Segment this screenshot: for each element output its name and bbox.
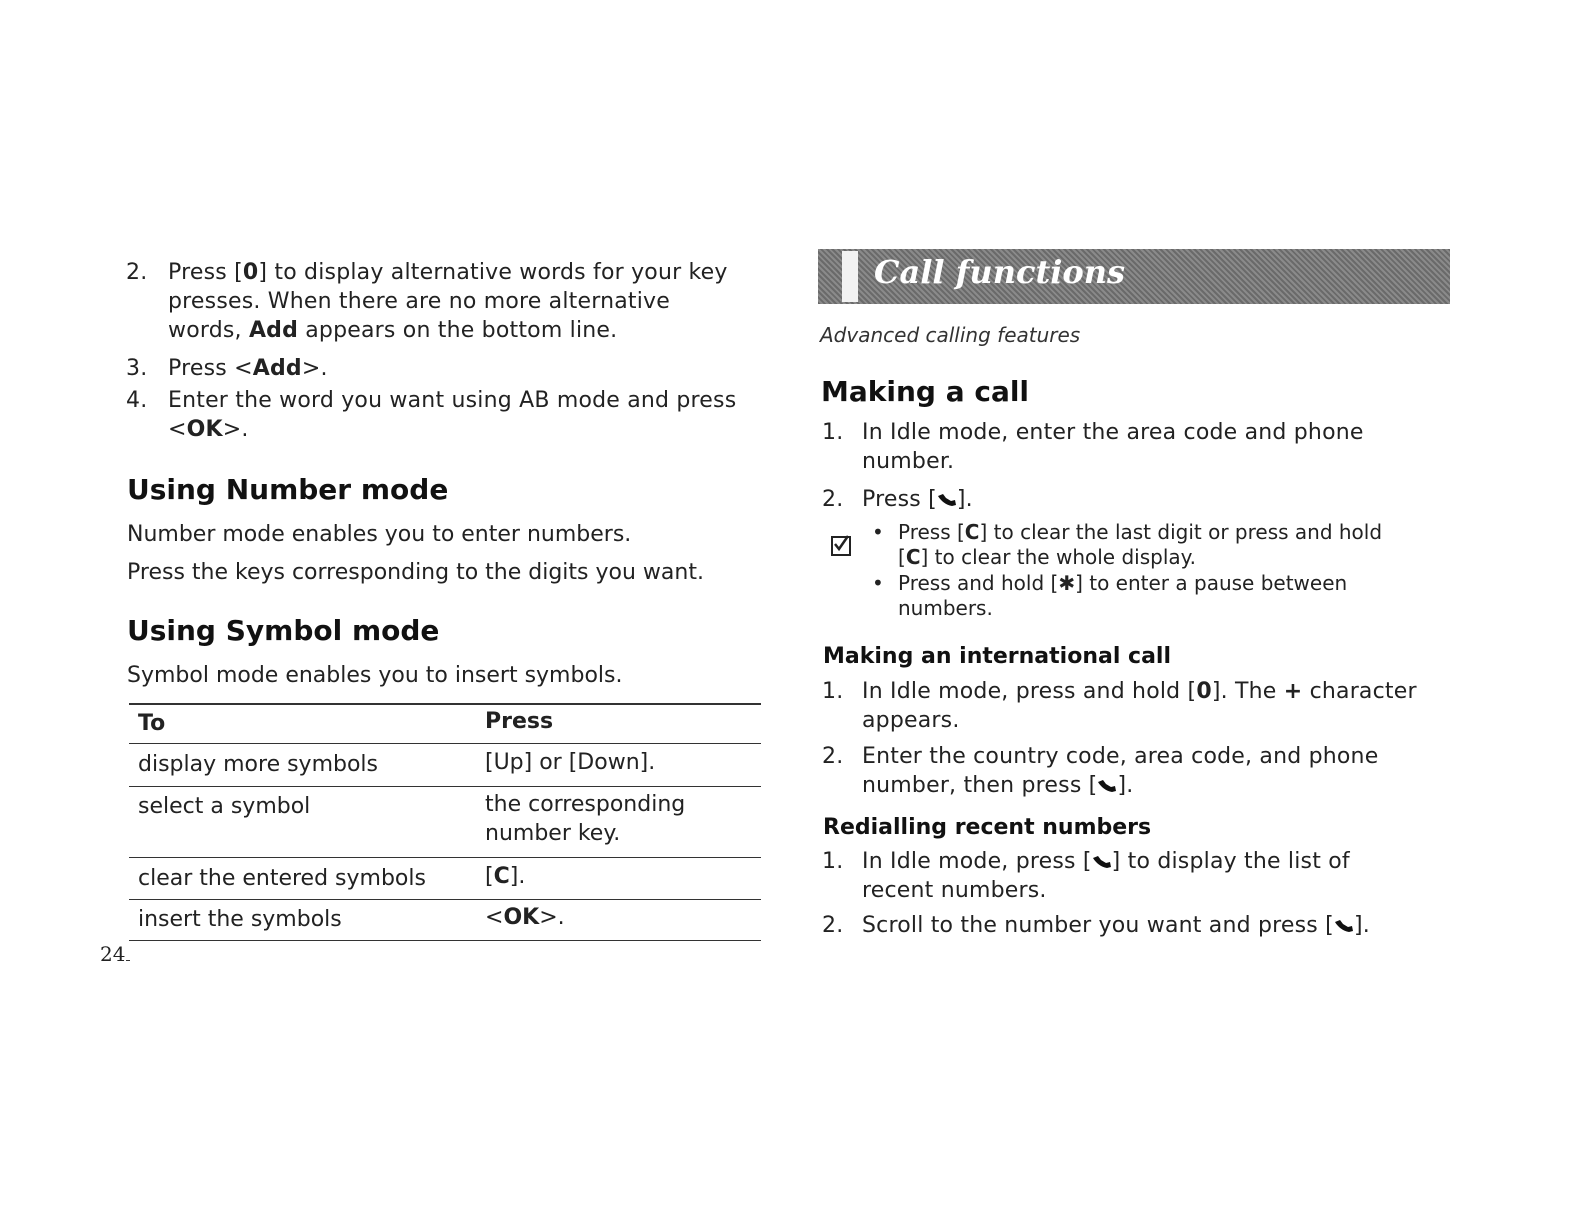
redial-step-2: 2. Scroll to the number you want and press [ ]. bbox=[822, 913, 1370, 938]
section-heading-symbol-mode: Using Symbol mode bbox=[127, 614, 440, 647]
table-rule bbox=[129, 857, 761, 858]
table-cell: insert the symbols bbox=[138, 907, 342, 932]
table-rule bbox=[129, 940, 761, 941]
list-number: 2. bbox=[822, 744, 844, 769]
send-key-icon bbox=[1334, 919, 1354, 933]
table-rule bbox=[129, 703, 761, 705]
subheading-international-call: Making an international call bbox=[823, 644, 1171, 669]
send-key-icon bbox=[1092, 855, 1112, 869]
list-item-3: 3. Press <Add>. bbox=[126, 356, 328, 381]
note-bullet-1: • Press [C] to clear the last digit or press and hold [C] to clear the whole display. bbox=[872, 520, 1383, 569]
list-number: 2. bbox=[822, 487, 844, 512]
step-2: 2. Press [ ]. bbox=[822, 487, 973, 512]
table-cell: select a symbol bbox=[138, 794, 311, 819]
note-bullet-2: • Press and hold [✱] to enter a pause between numbers. bbox=[872, 571, 1348, 620]
list-number: 4. bbox=[126, 388, 148, 413]
table-cell: display more symbols bbox=[138, 752, 379, 777]
table-cell: <OK>. bbox=[485, 905, 565, 930]
subheading-redialling: Redialling recent numbers bbox=[823, 815, 1152, 840]
intl-step-1: 1. In Idle mode, press and hold [0]. The + character appears. bbox=[822, 679, 1417, 733]
list-number: 1. bbox=[822, 849, 844, 874]
chapter-banner bbox=[818, 249, 1450, 304]
list-number: 1. bbox=[822, 679, 844, 704]
step-1: 1. In Idle mode, enter the area code and phone number. bbox=[822, 420, 1364, 474]
table-rule bbox=[129, 743, 761, 744]
table-header-cell: To bbox=[138, 711, 166, 736]
note-checkbox-icon bbox=[831, 536, 851, 556]
intl-step-2: 2. Enter the country code, area code, and phone number, then press [ ]. bbox=[822, 744, 1379, 798]
list-number: 2. bbox=[822, 913, 844, 938]
page-number: 24 bbox=[100, 942, 126, 966]
list-number: 1. bbox=[822, 420, 844, 445]
section-heading-making-call: Making a call bbox=[821, 375, 1030, 408]
bullet: • bbox=[872, 520, 884, 544]
page-footer-rule bbox=[126, 960, 130, 961]
list-number: 3. bbox=[126, 356, 148, 381]
send-key-icon bbox=[937, 493, 957, 507]
banner-block bbox=[842, 251, 858, 302]
chapter-subtitle: Advanced calling features bbox=[820, 323, 1081, 347]
section-heading-number-mode: Using Number mode bbox=[127, 473, 449, 506]
send-key-icon bbox=[1097, 779, 1117, 793]
list-item-2: 2. Press [0] to display alternative words for your key presses. When there are no more alternative words, Add appears on the bottom line. bbox=[126, 260, 728, 343]
list-item-4: 4. Enter the word you want using AB mode and press <OK>. bbox=[126, 388, 737, 442]
chapter-title: Call functions bbox=[874, 253, 1125, 291]
table-cell: clear the entered symbols bbox=[138, 866, 426, 891]
table-cell: the corresponding number key. bbox=[485, 792, 686, 846]
table-cell: [C]. bbox=[485, 864, 526, 889]
table-cell: [Up] or [Down]. bbox=[485, 750, 656, 775]
table-rule bbox=[129, 899, 761, 900]
paragraph: Number mode enables you to enter numbers. bbox=[127, 522, 632, 547]
bullet: • bbox=[872, 571, 884, 595]
redial-step-1: 1. In Idle mode, press [ ] to display the list of recent numbers. bbox=[822, 849, 1350, 903]
table-header-cell: Press bbox=[485, 709, 554, 734]
paragraph: Press the keys corresponding to the digits you want. bbox=[127, 560, 704, 585]
paragraph: Symbol mode enables you to insert symbols. bbox=[127, 663, 623, 688]
table-rule bbox=[129, 786, 761, 787]
list-number: 2. bbox=[126, 260, 148, 285]
